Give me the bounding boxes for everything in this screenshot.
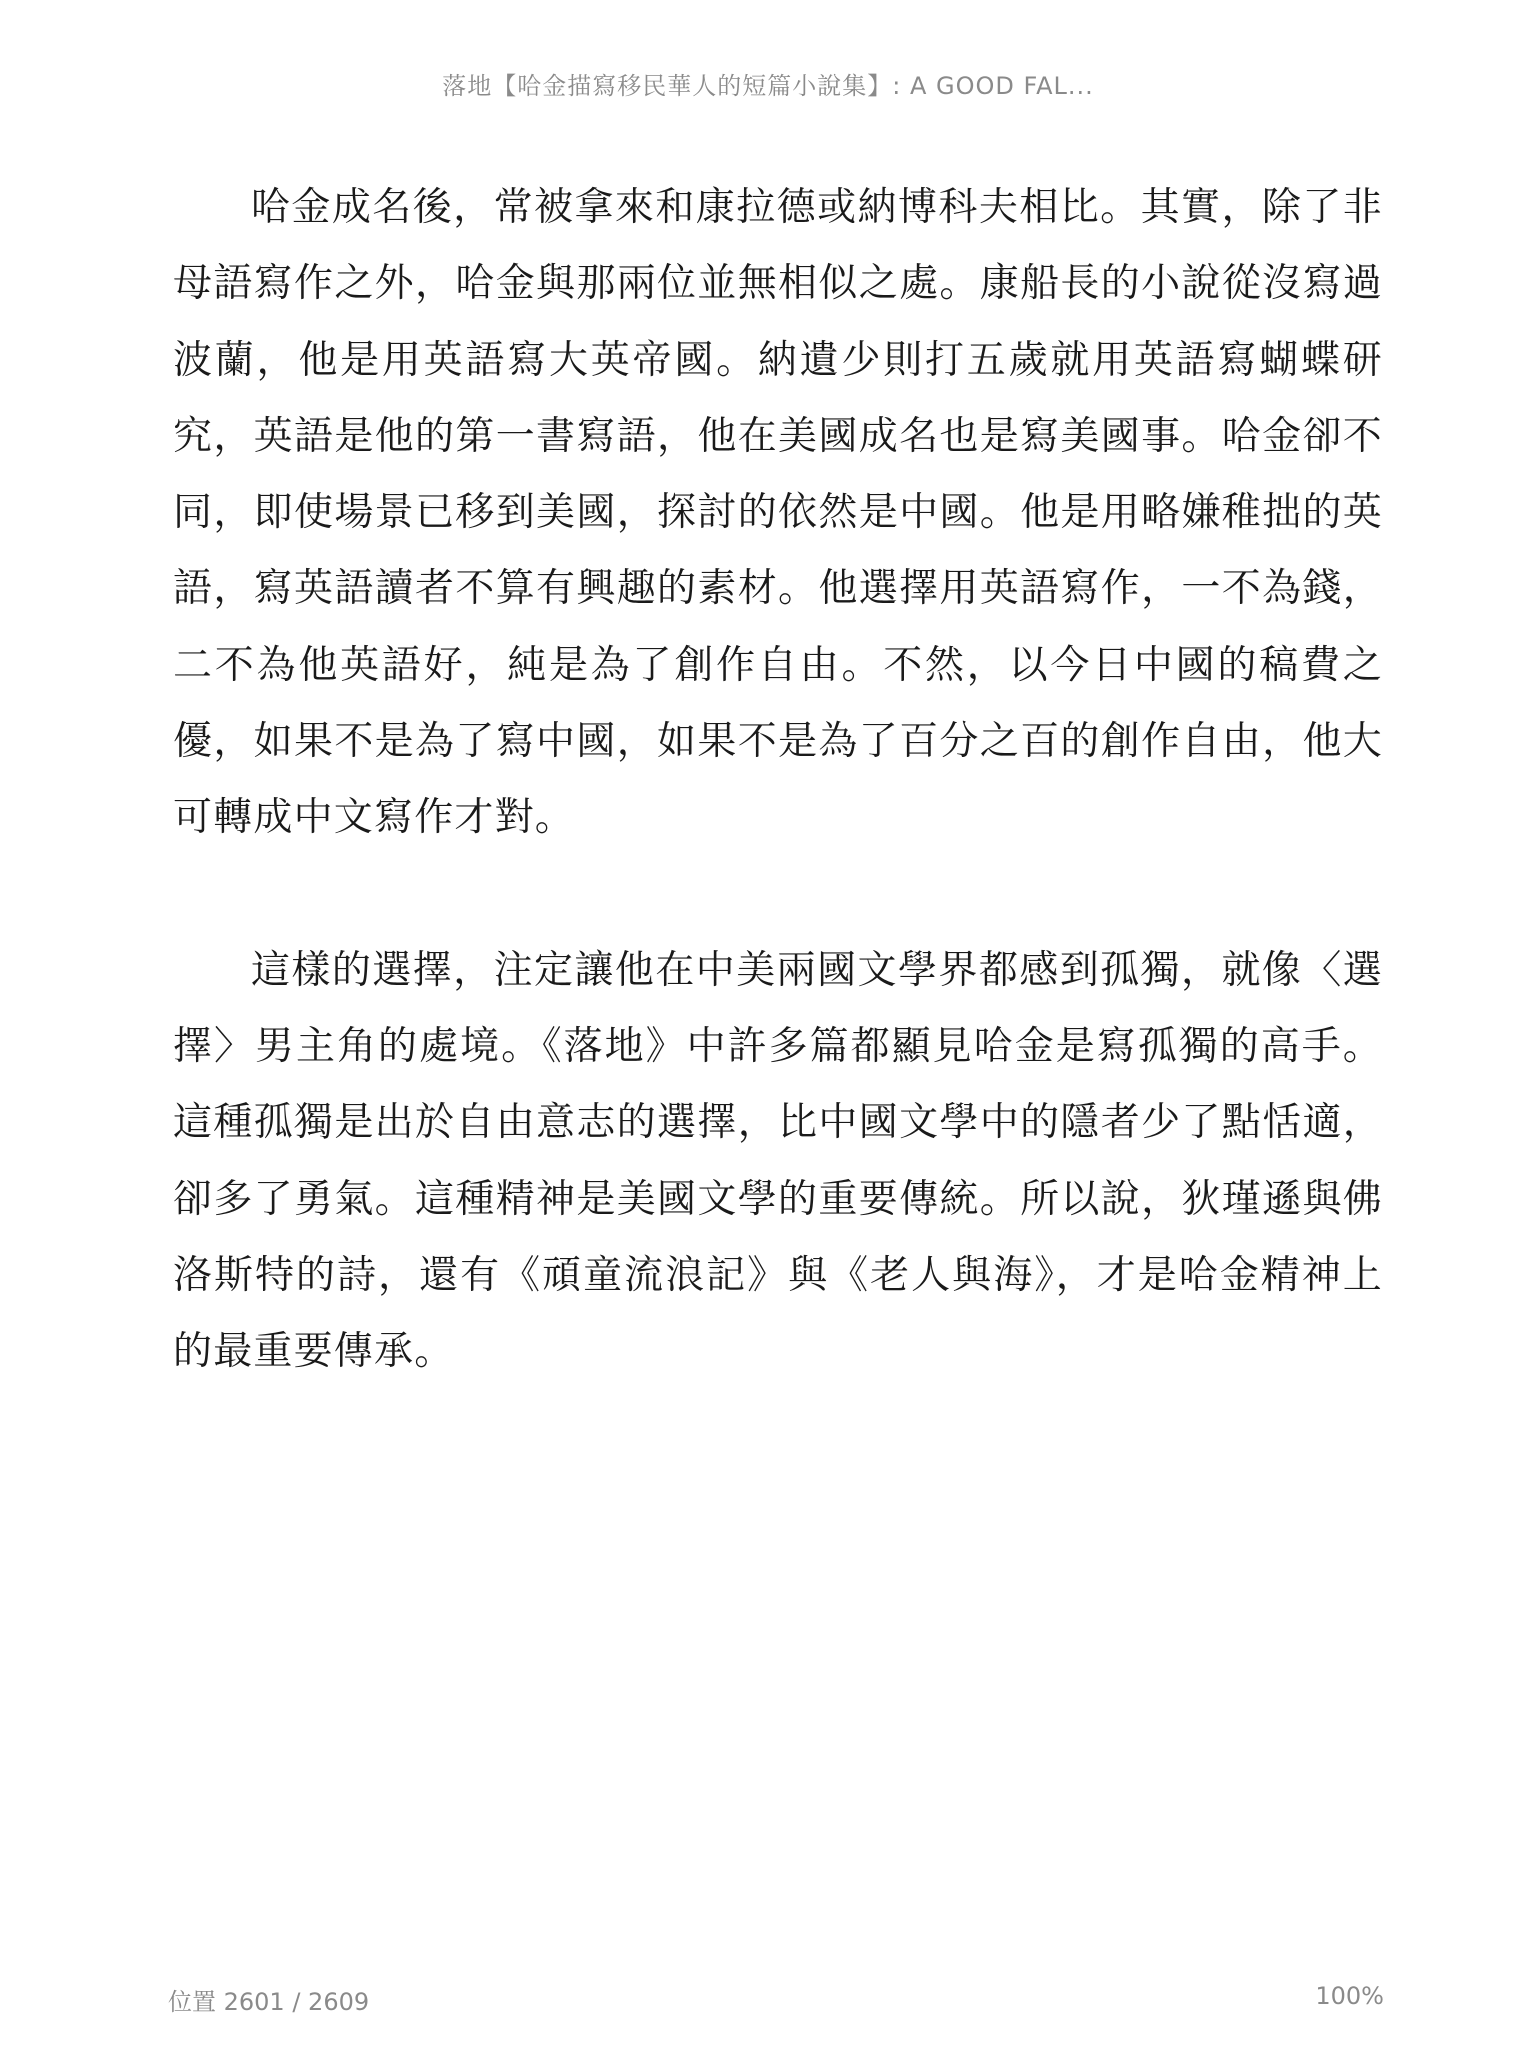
book-title[interactable]: 落地【哈金描寫移民華人的短篇小說集】: A GOOD FAL... <box>442 72 1094 100</box>
reading-progress-percent[interactable]: 100% <box>1315 1982 1384 2010</box>
paragraph-1: 哈金成名後，常被拿來和康拉德或納博科夫相比。其實，除了非母語寫作之外，哈金與那兩位並無相似之處。康船長的小說從沒寫過波蘭，他是用英語寫大英帝國。納遺少則打五歲就用英語寫蝴蝶研究，英語是他的第一書寫語，他在美國成名也是寫美國事。哈金卻不同，即使場景已移到美國，探討的依然是中國。他是用略嫌稚拙的英語，寫英語讀者不算有興趣的素材。他選擇用英語寫作，一不為錢，二不為他英語好，純是為了創作自由。不然，以今日中國的稿費之優，如果不是為了寫中國，如果不是為了百分之百的創作自由，他大可轉成中文寫作才對。 <box>173 185 1383 841</box>
reading-location[interactable]: 位置 2601 / 2609 <box>168 1988 370 2016</box>
reading-page[interactable] <box>173 170 1383 1466</box>
paragraph-2: 這樣的選擇，注定讓他在中美兩國文學界都感到孤獨，就像〈選擇〉男主角的處境。《落地》中許多篇都顯見哈金是寫孤獨的高手。這種孤獨是出於自由意志的選擇，比中國文學中的隱者少了點恬適，卻多了勇氣。這種精神是美國文學的重要傳統。所以說，狄瑾遜與佛洛斯特的詩，還有《頑童流浪記》與《老人與海》，才是哈金精神上的最重要傳承。 <box>173 947 1383 1375</box>
